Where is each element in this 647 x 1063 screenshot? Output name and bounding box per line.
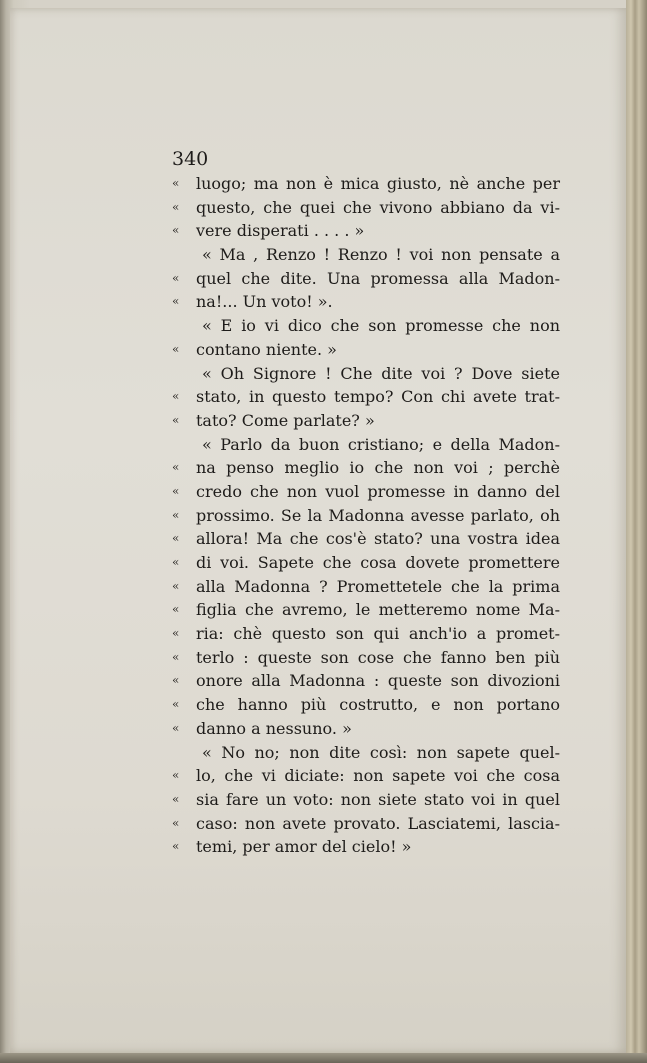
line-text: credo che non vuol promesse in danno del [196, 481, 560, 501]
line-text: tato? Come parlate? » [196, 410, 375, 430]
text-line [172, 764, 567, 788]
quote-marker: « [172, 815, 180, 830]
text-line [172, 456, 567, 480]
text-line [172, 172, 567, 196]
text-block [172, 148, 567, 859]
quote-marker: « [172, 199, 180, 214]
text-line [172, 717, 567, 741]
line-text: che hanno più costrutto, e non portano [196, 695, 560, 715]
line-text: temi, per amor del cielo! » [196, 837, 412, 857]
line-text: sia fare un voto: non siete stato voi in quel [196, 789, 560, 809]
quote-marker: « [172, 412, 180, 427]
quote-marker: « [172, 791, 180, 806]
line-text: luogo; ma non è mica giusto, nè anche per [196, 174, 560, 193]
line-text: caso: non avete provato. Lasciatemi, lascia- [196, 813, 560, 833]
page-number: 340 [172, 148, 209, 170]
text-line [172, 788, 567, 812]
text-line [172, 480, 567, 504]
line-text: « Parlo da buon cristiano; e della Madon- [202, 434, 560, 454]
text-line [172, 622, 567, 646]
line-text: di voi. Sapete che cosa dovete promettere [196, 553, 560, 572]
quote-marker: « [172, 697, 180, 712]
text-line [172, 362, 567, 386]
text-line [172, 551, 567, 575]
text-line [172, 433, 567, 457]
text-line [172, 385, 567, 409]
line-text: lo, che vi diciate: non sapete voi che cosa [196, 766, 560, 786]
quote-marker: « [172, 578, 180, 593]
line-text: ria: chè questo son qui anch'io a promet- [196, 624, 560, 644]
line-text: na!... Un voto! ». [196, 292, 333, 312]
quote-marker: « [172, 531, 180, 546]
quote-marker: « [172, 176, 180, 190]
line-text: stato, in questo tempo? Con chi avete trat- [196, 387, 560, 407]
text-line [172, 835, 567, 859]
text-line [172, 812, 567, 836]
line-text: « Oh Signore ! Che dite voi ? Dove siete [202, 363, 560, 383]
line-text: allora! Ma che cos'è stato? una vostra idea [196, 529, 560, 549]
text-line [172, 267, 567, 291]
quote-marker: « [172, 839, 180, 854]
quote-marker: « [172, 602, 180, 617]
line-text: onore alla Madonna : queste son divozioni [196, 671, 560, 691]
quote-marker: « [172, 389, 180, 404]
text-line [172, 290, 567, 314]
line-text: na penso meglio io che non voi ; perchè [196, 458, 560, 478]
text-line [172, 646, 567, 670]
page-edge-bottom [0, 1053, 647, 1063]
line-text: contano niente. » [196, 339, 337, 359]
text-line [172, 527, 567, 551]
text-line [172, 669, 567, 693]
text-lines [172, 172, 567, 859]
text-line [172, 504, 567, 528]
line-text: quel che dite. Una promessa alla Madon- [196, 268, 560, 288]
quote-marker: « [172, 626, 180, 641]
text-line [172, 196, 567, 220]
quote-marker: « [172, 555, 180, 569]
text-line [172, 741, 567, 765]
text-line [172, 219, 567, 243]
quote-marker: « [172, 294, 180, 309]
line-text: terlo : queste son cose che fanno ben più [196, 647, 560, 667]
line-text: figlia che avremo, le metteremo nome Ma- [196, 600, 560, 620]
line-text: alla Madonna ? Promettetele che la prima [196, 576, 560, 596]
line-text: « No no; non dite così: non sapete quel- [202, 742, 560, 762]
line-text: « E io vi dico che son promesse che non [202, 316, 560, 336]
text-line [172, 338, 567, 362]
text-line [172, 693, 567, 717]
page-edges-right [626, 0, 647, 1063]
quote-marker: « [172, 507, 180, 522]
quote-marker: « [172, 649, 180, 664]
quote-marker: « [172, 768, 180, 783]
text-line [172, 575, 567, 599]
quote-marker: « [172, 341, 180, 356]
quote-marker: « [172, 223, 180, 238]
line-text: prossimo. Se la Madonna avesse parlato, oh [196, 505, 560, 525]
line-text: questo, che quei che vivono abbiano da vi- [196, 197, 560, 217]
line-text: « Ma , Renzo ! Renzo ! voi non pensate a [202, 245, 560, 265]
quote-marker: « [172, 270, 180, 285]
line-text: danno a nessuno. » [196, 718, 352, 738]
quote-marker: « [172, 483, 180, 498]
text-line [172, 409, 567, 433]
text-line [172, 243, 567, 267]
quote-marker: « [172, 720, 180, 735]
text-line [172, 314, 567, 338]
quote-marker: « [172, 460, 180, 475]
line-text: vere disperati . . . . » [196, 221, 365, 241]
quote-marker: « [172, 673, 180, 688]
text-line [172, 598, 567, 622]
